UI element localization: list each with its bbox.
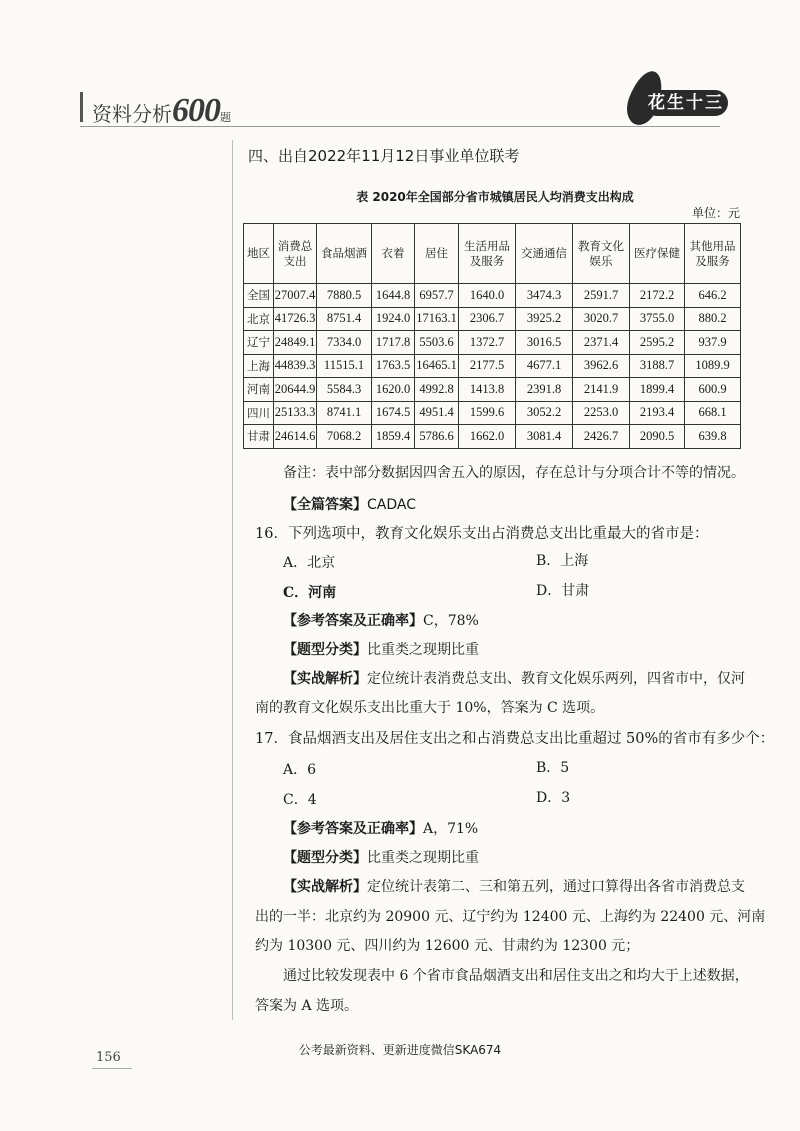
value-cell: 41726.3 — [274, 307, 317, 331]
analysis-tag: 【实战解析】 — [283, 879, 367, 895]
value-cell: 11515.1 — [317, 354, 372, 378]
q16-option-d: D．甘肃 — [536, 583, 590, 599]
value-cell: 4951.4 — [415, 401, 459, 425]
value-cell: 1924.0 — [372, 307, 415, 331]
value-cell: 3755.0 — [630, 307, 685, 331]
value-cell: 2426.7 — [573, 425, 630, 449]
type-tag: 【题型分类】 — [283, 850, 367, 866]
value-cell: 2090.5 — [630, 425, 685, 449]
value-cell: 4992.8 — [415, 378, 459, 402]
table-row — [244, 401, 741, 425]
type-value: 比重类之现期比重 — [367, 642, 479, 658]
value-cell: 1413.8 — [459, 378, 516, 402]
table-row — [244, 425, 741, 449]
value-cell: 20644.9 — [274, 378, 317, 402]
table-caption: 表 2020年全国部分省市城镇居民人均消费支出构成 — [356, 190, 634, 204]
full-answer-value: CADAC — [367, 497, 416, 513]
table-note: 备注：表中部分数据因四舍五入的原因，存在总计与分项合计不等的情况。 — [283, 465, 745, 481]
q16-answer — [283, 610, 479, 630]
value-cell: 1674.5 — [372, 401, 415, 425]
value-cell: 8751.4 — [317, 307, 372, 331]
header-cell: 生活用品及服务 — [459, 224, 516, 284]
region-cell: 全国 — [244, 284, 274, 308]
value-cell: 2172.2 — [630, 284, 685, 308]
value-cell: 600.9 — [685, 378, 741, 402]
table-unit: 单位：元 — [691, 206, 740, 220]
page-number-rule — [92, 1068, 132, 1069]
region-cell: 河南 — [244, 378, 274, 402]
q17-answer — [283, 818, 478, 838]
book-title — [92, 92, 231, 130]
q16-stem: 16．下列选项中，教育文化娱乐支出占消费总支出比重最大的省市是： — [255, 526, 709, 542]
region-cell: 北京 — [244, 307, 274, 331]
q17-analysis-2: 出的一半：北京约为 20900 元、辽宁约为 12400 元、上海约为 22400 元、河南 — [255, 909, 766, 925]
brand-name: 花生十三 — [644, 90, 728, 116]
table-row — [244, 331, 741, 355]
value-cell: 1599.6 — [459, 401, 516, 425]
margin-rule — [232, 140, 233, 1020]
q17-option-a: A．6 — [283, 762, 317, 778]
consumption-table — [243, 223, 741, 449]
value-cell: 646.2 — [685, 284, 741, 308]
q16-option-b: B．上海 — [536, 553, 589, 569]
q17-analysis-5: 答案为 A 选项。 — [255, 998, 359, 1014]
header-cell: 教育文化娱乐 — [573, 224, 630, 284]
q16-option-c: C．河南 — [283, 585, 337, 601]
book-prefix: 资料分析 — [92, 102, 172, 126]
analysis-text: 定位统计表第二、三和第五列，通过口算得出各省市消费总支 — [367, 879, 745, 895]
brand-logo — [620, 70, 730, 130]
q17-option-c: C．4 — [283, 792, 317, 808]
table-row — [244, 284, 741, 308]
value-cell: 2306.7 — [459, 307, 516, 331]
header-cell: 其他用品及服务 — [685, 224, 741, 284]
region-cell: 四川 — [244, 401, 274, 425]
value-cell: 5584.3 — [317, 378, 372, 402]
header-cell: 居住 — [415, 224, 459, 284]
value-cell: 44839.3 — [274, 354, 317, 378]
value-cell: 5786.6 — [415, 425, 459, 449]
q17-analysis-3: 约为 10300 元、四川约为 12600 元、甘肃约为 12300 元； — [255, 938, 640, 954]
value-cell: 2391.8 — [516, 378, 573, 402]
value-cell: 1899.4 — [630, 378, 685, 402]
value-cell: 17163.1 — [415, 307, 459, 331]
table-header-row — [244, 224, 741, 284]
value-cell: 1640.0 — [459, 284, 516, 308]
value-cell: 3188.7 — [630, 354, 685, 378]
value-cell: 1717.8 — [372, 331, 415, 355]
section-title: 四、出自2022年11月12日事业单位联考 — [248, 147, 520, 165]
value-cell: 3081.4 — [516, 425, 573, 449]
value-cell: 937.9 — [685, 331, 741, 355]
footer-text: 公考最新资料、更新进度微信SKA674 — [298, 1043, 502, 1057]
value-cell: 2193.4 — [630, 401, 685, 425]
q17-analysis-4: 通过比较发现表中 6 个省市食品烟酒支出和居住支出之和均大于上述数据， — [283, 968, 749, 984]
analysis-tag: 【实战解析】 — [283, 671, 367, 687]
value-cell: 16465.1 — [415, 354, 459, 378]
value-cell: 24614.6 — [274, 425, 317, 449]
book-number: 600 — [172, 92, 220, 129]
value-cell: 2591.7 — [573, 284, 630, 308]
region-cell: 上海 — [244, 354, 274, 378]
value-cell: 3962.6 — [573, 354, 630, 378]
value-cell: 5503.6 — [415, 331, 459, 355]
value-cell: 1620.0 — [372, 378, 415, 402]
value-cell: 1763.5 — [372, 354, 415, 378]
value-cell: 25133.3 — [274, 401, 317, 425]
q17-type — [283, 847, 479, 867]
header-cell: 消费总支出 — [274, 224, 317, 284]
answer-value: C，78% — [423, 613, 479, 629]
value-cell: 2253.0 — [573, 401, 630, 425]
q16-option-a: A．北京 — [283, 555, 336, 571]
q16-analysis-1 — [283, 668, 745, 688]
answer-tag: 【参考答案及正确率】 — [283, 821, 423, 837]
value-cell: 3016.5 — [516, 331, 573, 355]
value-cell: 3925.2 — [516, 307, 573, 331]
value-cell: 668.1 — [685, 401, 741, 425]
region-cell: 甘肃 — [244, 425, 274, 449]
analysis-text: 定位统计表消费总支出、教育文化娱乐两列，四省市中，仅河 — [367, 671, 745, 687]
value-cell: 7334.0 — [317, 331, 372, 355]
value-cell: 1372.7 — [459, 331, 516, 355]
answer-tag: 【参考答案及正确率】 — [283, 613, 423, 629]
value-cell: 7068.2 — [317, 425, 372, 449]
full-answer — [283, 494, 416, 514]
value-cell: 2595.2 — [630, 331, 685, 355]
book-suffix: 题 — [220, 111, 231, 124]
answer-value: A，71% — [423, 821, 479, 837]
value-cell: 639.8 — [685, 425, 741, 449]
q17-option-b: B．5 — [536, 760, 570, 776]
value-cell: 1644.8 — [372, 284, 415, 308]
page-number: 156 — [96, 1050, 121, 1065]
full-answer-tag: 【全篇答案】 — [283, 497, 367, 513]
q16-analysis-2: 南的教育文化娱乐支出比重大于 10%，答案为 C 选项。 — [255, 700, 605, 716]
q17-option-d: D．3 — [536, 790, 571, 806]
table-row — [244, 354, 741, 378]
type-value: 比重类之现期比重 — [367, 850, 479, 866]
value-cell: 4677.1 — [516, 354, 573, 378]
value-cell: 27007.4 — [274, 284, 317, 308]
value-cell: 1089.9 — [685, 354, 741, 378]
header-cell: 医疗保健 — [630, 224, 685, 284]
table-row — [244, 307, 741, 331]
header-cell: 衣着 — [372, 224, 415, 284]
value-cell: 3052.2 — [516, 401, 573, 425]
q17-analysis-1 — [283, 876, 745, 896]
value-cell: 1662.0 — [459, 425, 516, 449]
value-cell: 24849.1 — [274, 331, 317, 355]
region-cell: 辽宁 — [244, 331, 274, 355]
value-cell: 3020.7 — [573, 307, 630, 331]
value-cell: 2141.9 — [573, 378, 630, 402]
q16-type — [283, 639, 479, 659]
value-cell: 3474.3 — [516, 284, 573, 308]
value-cell: 7880.5 — [317, 284, 372, 308]
header-cell: 地区 — [244, 224, 274, 284]
value-cell: 8741.1 — [317, 401, 372, 425]
value-cell: 1859.4 — [372, 425, 415, 449]
value-cell: 6957.7 — [415, 284, 459, 308]
header-cell: 交通通信 — [516, 224, 573, 284]
table-row — [244, 378, 741, 402]
type-tag: 【题型分类】 — [283, 642, 367, 658]
header-cell: 食品烟酒 — [317, 224, 372, 284]
value-cell: 880.2 — [685, 307, 741, 331]
q17-stem: 17．食品烟酒支出及居住支出之和占消费总支出比重超过 50%的省市有多少个： — [255, 731, 775, 747]
value-cell: 2177.5 — [459, 354, 516, 378]
value-cell: 2371.4 — [573, 331, 630, 355]
